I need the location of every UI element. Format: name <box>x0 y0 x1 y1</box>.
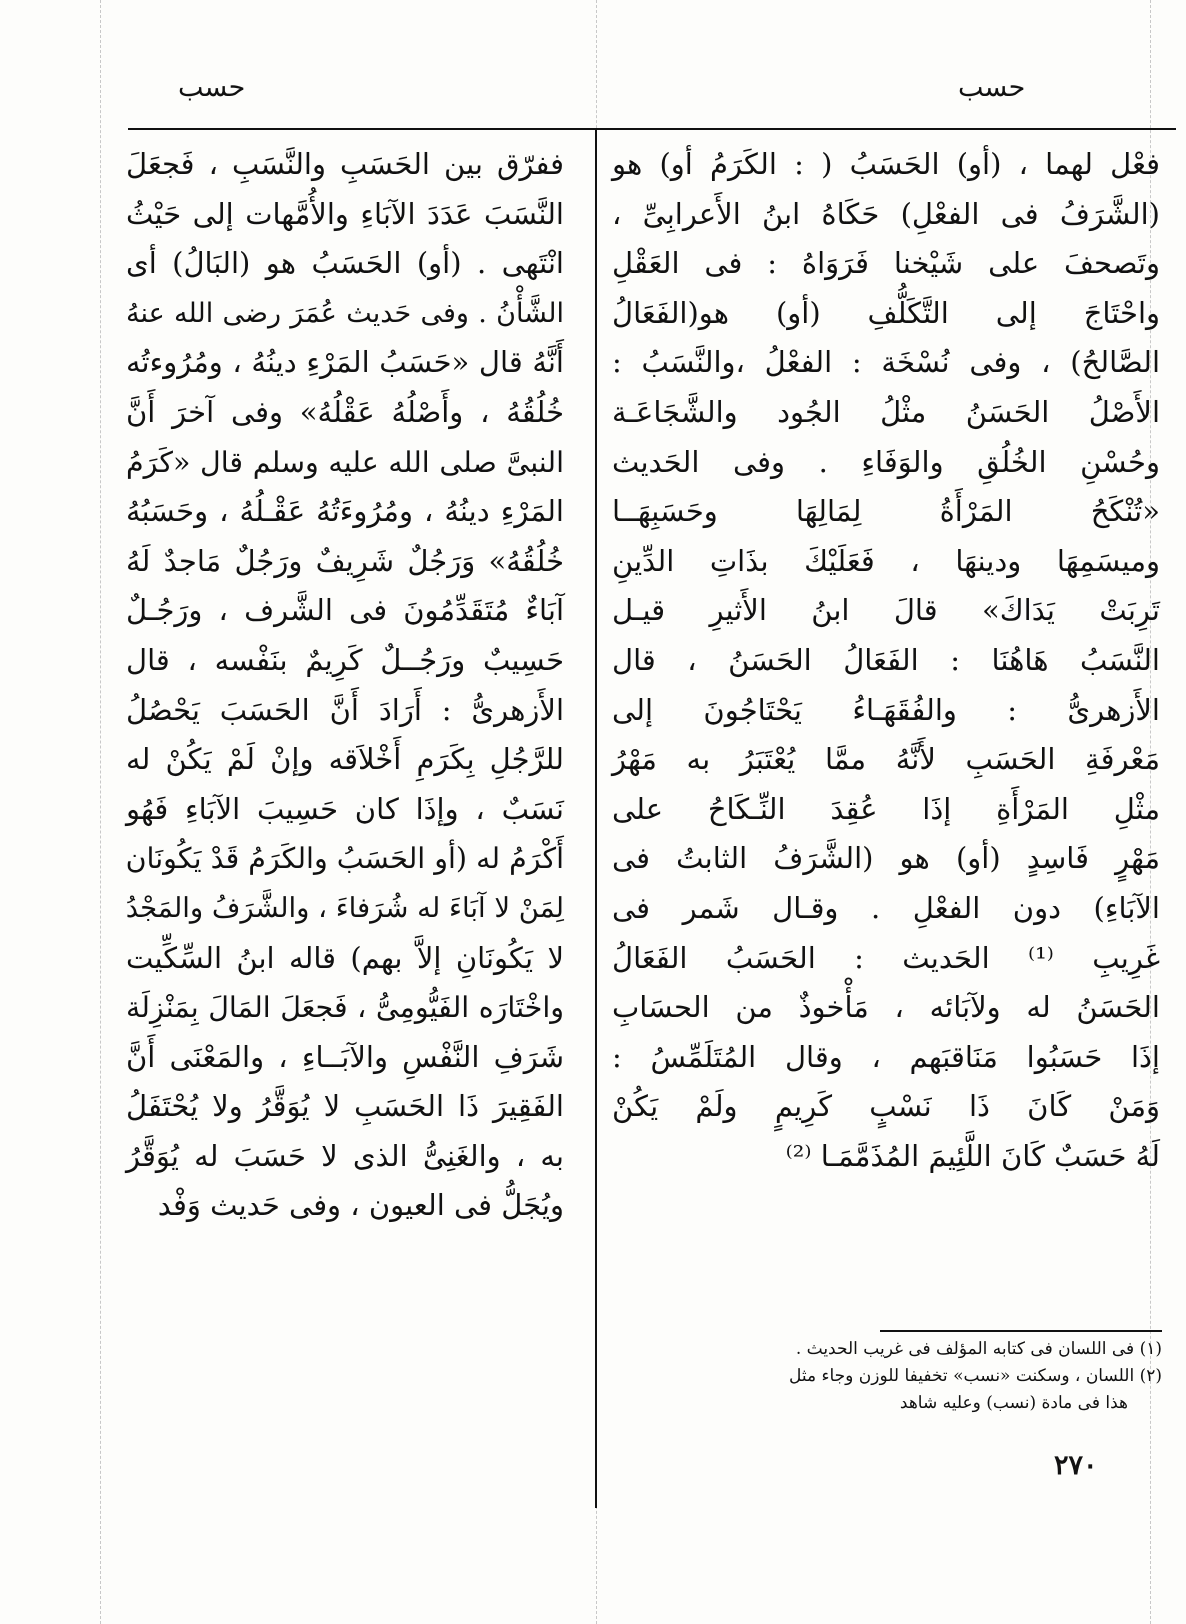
text-line: انْتَهى . (أو) الحَسَبُ هو (البَالُ) أى <box>126 246 564 281</box>
text-line: وميسَمِهَا ودينهَا ، فَعَلَيْكَ بذَاتِ الدِّينِ <box>612 543 1160 578</box>
text-line: واحْتَاجَ إلى التَّكَلُّفِ (أو) هو(الفَعَالُ <box>612 295 1160 330</box>
text-line: للرَّجُلِ بِكَرَمِ أَخْلاَقه وإنْ لَمْ يَكُنْ له <box>126 742 564 777</box>
running-head-right: حسب <box>958 72 1026 103</box>
text-line: شَرَفِ النَّفْسِ والآبَــاءِ ، والمَعْنَى أَنَّ <box>126 1039 564 1074</box>
text-line: الصَّالحُ) ، وفى نُسْخَة : الفعْلُ ،والنَّسَبُ : <box>612 345 1160 380</box>
text-line: واخْتَارَه الفَيُّومِىُّ ، فَجعَلَ المَالَ بِمَنْزِلَة <box>126 991 564 1025</box>
text-line: النَّسَبَ عَدَدَ الآبَاءِ والأُمَّهات إلى حَيْثُ <box>126 196 564 231</box>
text-line: ويُجَلُّ فى العيون ، وفى حَديث وَفْد <box>157 1188 564 1223</box>
text-line: تَرِبَتْ يَدَاكَ» قالَ ابنُ الأَثيرِ قيـل <box>612 593 1160 628</box>
text-line: «تُنْكَحُ المَرْأَةُ لِمَالِهَا وحَسَبِهَــا <box>612 494 1160 529</box>
text-line: الفَقِيرَ ذَا الحَسَبِ لا يُوَقَّرُ ولا يُحْتَفَلُ <box>126 1089 564 1124</box>
text-line: مَعْرفَةِ الحَسَبِ لأَنَّهُ ممَّا يُعْتَبَرُ به مَهْرُ <box>612 742 1160 777</box>
footnote-1: (١) فى اللسان فى كتابه المؤلف فى غريب الحديث . <box>795 1339 1162 1359</box>
footnotes <box>760 1336 1162 1417</box>
text-line: الآبَاءِ) دون الفعْلِ . وقـال شَمر فى <box>612 890 1160 925</box>
text-line: الشَّأْنُ . وفى حَديث عُمَرَ رضى الله عنهُ <box>126 297 564 329</box>
text-line: خُلُقُهُ» وَرَجُلٌ شَرِيفٌ ورَجُلٌ مَاجدٌ لَهُ <box>126 543 564 578</box>
footnote-2-continued: هذا فى مادة (نسب) وعليه شاهد <box>899 1393 1128 1413</box>
poem-line: لَهُ حَسَبٌ كَانَ اللَّئِيمَ المُذَمَّمَـا ⁽²⁾ <box>785 1138 1160 1173</box>
text-line: أَنَّهُ قال «حَسَبُ المَرْءِ دينُهُ ، ومُرُوءتُه <box>126 345 564 380</box>
text-line: به ، والغَنِىُّ الذى لا حَسَبَ له يُوَقَّرُ <box>126 1138 564 1173</box>
text-line: مَهْرٍ فَاسِدٍ (أو) هو (الشَّرَفُ الثابتُ فى <box>612 841 1160 876</box>
text-line: وتَصحفَ على شَيْخنا فَرَوَاهُ : فى العَقْلِ <box>612 246 1160 281</box>
text-line: الأَصْلُ الحَسَنُ مثْلُ الجُود والشَّجَاعَـة <box>612 394 1160 429</box>
page-number: ٢٧٠ <box>1054 1450 1098 1481</box>
text-line: الأَزهرىُّ : والفُقَهَـاءُ يَحْتَاجُونَ إلى <box>612 692 1160 727</box>
text-line: حَسِيبٌ ورَجُــلٌ كَرِيمٌ بنَفْسه ، قال <box>126 642 564 677</box>
right-column <box>612 140 1160 1181</box>
running-head-left: حسب <box>178 72 246 103</box>
text-line: (الشَّرَفُ فى الفعْلِ) حَكَاهُ ابنُ الأَعرابِىِّ ، <box>612 196 1160 231</box>
column-divider <box>595 128 597 1508</box>
text-line: المَرْءِ دينُهُ ، ومُرُوءَتُهُ عَقْـلُهُ ، وحَسَبُهُ <box>126 494 564 529</box>
text-line: أَكْرَمُ له (أو الحَسَبُ والكَرَمُ قَدْ يَكُونَان <box>125 842 564 876</box>
text-line: لِمَنْ لا آبَاءَ له شُرَفاءَ ، والشَّرَفُ والمَجْدُ <box>125 891 564 924</box>
text-line: النبىَّ صلى الله عليه وسلم قال «كَرَمُ <box>126 445 564 479</box>
text-line: آبَاءٌ مُتَقَدِّمُونَ فى الشَّرف ، ورَجُـلٌ <box>126 593 564 628</box>
footnote-rule <box>880 1330 1162 1332</box>
text-line: فعْل لهما ، (أو) الحَسَبُ ( : الكَرَمُ أو) هو <box>612 147 1160 181</box>
text-line: ففرّق بين الحَسَبِ والنَّسَبِ ، فَجعَلَ <box>126 147 564 181</box>
scan-guide-line <box>100 0 101 1624</box>
text-line: مثْلِ المَرْأَةِ إذَا عُقِدَ النِّـكَاحُ على <box>612 791 1160 826</box>
header-rule <box>128 128 1176 130</box>
poem-line: وَمَنْ كَانَ ذَا نَسْبٍ كَرِيمٍ ولَمْ يَكُنْ <box>612 1089 1160 1124</box>
text-line: إذَا حَسَبُوا مَنَاقبَهم ، وقال المُتَلَمِّسُ : <box>612 1039 1160 1074</box>
text-line: خُلُقُهُ ، وأَصْلُهُ عَقْلُهُ» وفى آخرَ أَنَّ <box>126 394 564 429</box>
text-line: غَرِيبِ ⁽¹⁾ الحَديث : الحَسَبُ الفَعَالُ <box>612 940 1160 975</box>
text-line: وحُسْنِ الخُلُقِ والوَفَاءِ . وفى الحَديث <box>612 444 1160 479</box>
text-line: النَّسَبُ هَاهُنَا : الفَعَالُ الحَسَنُ ، قال <box>612 642 1160 677</box>
footnote-2: (٢) اللسان ، وسكنت «نسب» تخفيفا للوزن وجاء مثل <box>788 1366 1162 1386</box>
left-column <box>126 140 564 1231</box>
text-line: لا يَكُونَانِ إلاَّ بهم) قاله ابنُ السِّكِّيت <box>126 940 564 975</box>
text-line: نَسَبٌ ، وإذَا كان حَسِيبَ الآبَاءِ فَهُو <box>126 791 564 826</box>
text-line: الحَسَنُ له ولآبَائه ، مَأْخوذٌ من الحسَابِ <box>612 990 1160 1025</box>
text-line: الأَزهرىُّ : أَرَادَ أَنَّ الحَسَبَ يَحْصُلُ <box>126 692 564 727</box>
